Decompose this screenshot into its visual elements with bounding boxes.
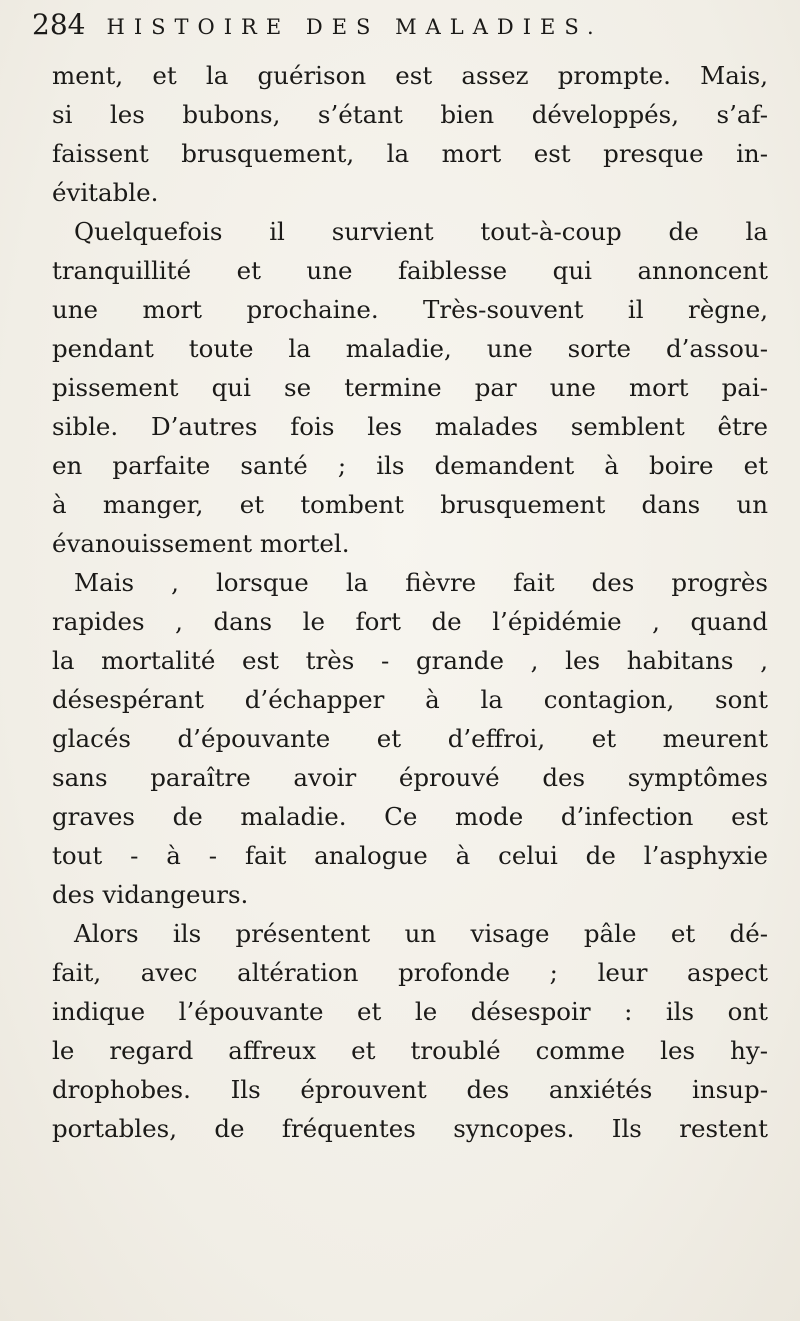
text-line: sans paraître avoir éprouvé des symptômes xyxy=(52,763,768,792)
page-number: 284 xyxy=(32,8,86,41)
text-line: rapides , dans le fort de l’épidémie , quand xyxy=(52,607,768,636)
text-line: sible. D’autres fois les malades semblent être xyxy=(52,412,768,441)
text-line: si les bubons, s’étant bien développés, s’af- xyxy=(52,100,768,129)
text-line: évitable. xyxy=(52,178,159,207)
text-line: indique l’épouvante et le désespoir : ils ont xyxy=(52,997,768,1026)
text-line: pendant toute la maladie, une sorte d’assou- xyxy=(52,334,768,363)
text-line: graves de maladie. Ce mode d’infection est xyxy=(52,802,768,831)
text-line: la mortalité est très - grande , les habitans , xyxy=(52,646,768,675)
text-line: désespérant d’échapper à la contagion, sont xyxy=(52,685,768,714)
text-line: ment, et la guérison est assez prompte. Mais, xyxy=(52,61,768,90)
paragraph xyxy=(52,914,768,1148)
text-line: fait, avec altération profonde ; leur aspect xyxy=(52,958,768,987)
text-line: glacés d’épouvante et d’effroi, et meurent xyxy=(52,724,768,753)
text-line: drophobes. Ils éprouvent des anxiétés insup- xyxy=(52,1075,768,1104)
text-line: en parfaite santé ; ils demandent à boire et xyxy=(52,451,768,480)
text-line: à manger, et tombent brusquement dans un xyxy=(52,490,768,519)
text-line: le regard affreux et troublé comme les hy- xyxy=(52,1036,768,1065)
paragraph xyxy=(52,56,768,212)
text-line: tout - à - fait analogue à celui de l’asphyxie xyxy=(52,841,768,870)
text-line: des vidangeurs. xyxy=(52,880,249,909)
text-line: portables, de fréquentes syncopes. Ils restent xyxy=(52,1114,768,1143)
text-line: une mort prochaine. Très-souvent il règne, xyxy=(52,295,768,324)
text-line: évanouissement mortel. xyxy=(52,529,350,558)
text-line: faissent brusquement, la mort est presque in- xyxy=(52,139,768,168)
text-line: pissement qui se termine par une mort pai- xyxy=(52,373,768,402)
paragraph xyxy=(52,563,768,914)
text-line: Alors ils présentent un visage pâle et dé- xyxy=(74,919,768,948)
page-header xyxy=(32,8,772,54)
text-line: Mais , lorsque la fièvre fait des progrès xyxy=(74,568,768,597)
paragraph xyxy=(52,212,768,563)
body-text xyxy=(52,56,768,1148)
running-title: HISTOIRE DES MALADIES. xyxy=(106,15,603,39)
text-line: tranquillité et une faiblesse qui annoncent xyxy=(52,256,768,285)
text-line: Quelquefois il survient tout-à-coup de la xyxy=(74,217,768,246)
